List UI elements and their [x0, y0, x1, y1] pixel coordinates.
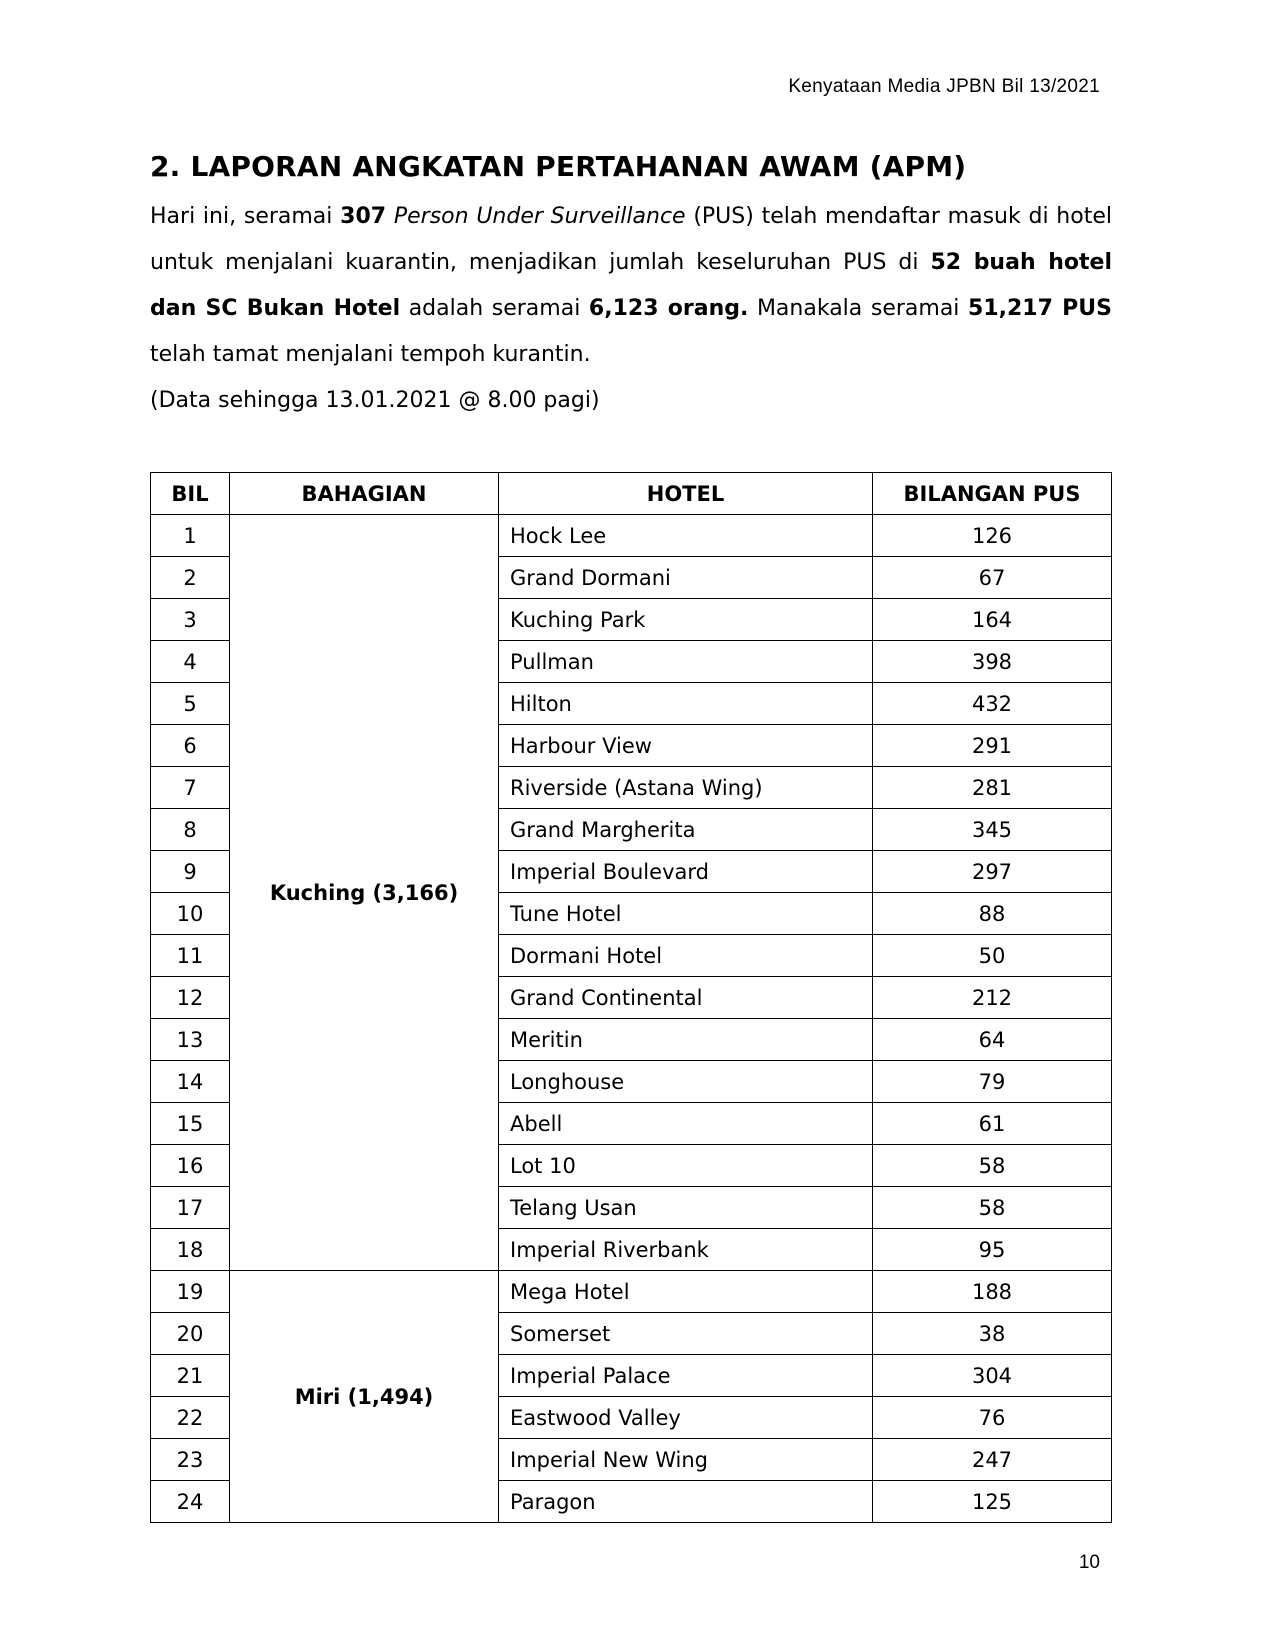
pus-table — [150, 472, 1112, 1523]
cell-pus: 125 — [873, 1481, 1112, 1523]
intro-bold-new-pus: 307 — [340, 204, 387, 229]
cell-pus: 67 — [873, 557, 1112, 599]
cell-pus: 64 — [873, 1019, 1112, 1061]
cell-bahagian: Kuching (3,166) — [230, 515, 499, 1271]
cell-bil: 21 — [151, 1355, 230, 1397]
cell-bil: 2 — [151, 557, 230, 599]
cell-pus: 58 — [873, 1145, 1112, 1187]
cell-hotel: Grand Margherita — [499, 809, 873, 851]
cell-pus: 76 — [873, 1397, 1112, 1439]
cell-pus: 95 — [873, 1229, 1112, 1271]
cell-hotel: Dormani Hotel — [499, 935, 873, 977]
intro-text: adalah seramai — [400, 296, 589, 321]
cell-bil: 3 — [151, 599, 230, 641]
cell-bahagian: Miri (1,494) — [230, 1271, 499, 1523]
intro-bold-hotel-count: 52 buah hotel dan SC Bukan Hotel — [150, 250, 1112, 321]
intro-italic-term: Person Under Surveillance — [393, 204, 686, 229]
table-body — [151, 515, 1112, 1523]
cell-bil: 10 — [151, 893, 230, 935]
cell-pus: 61 — [873, 1103, 1112, 1145]
cell-hotel: Eastwood Valley — [499, 1397, 873, 1439]
cell-pus: 432 — [873, 683, 1112, 725]
intro-text: Hari ini, seramai — [150, 204, 341, 229]
cell-pus: 164 — [873, 599, 1112, 641]
cell-pus: 281 — [873, 767, 1112, 809]
intro-bold-total-pus: 6,123 orang. — [588, 296, 749, 321]
cell-hotel: Somerset — [499, 1313, 873, 1355]
cell-hotel: Harbour View — [499, 725, 873, 767]
intro-paragraph — [150, 194, 1112, 378]
cell-bil: 15 — [151, 1103, 230, 1145]
intro-bold-completed-pus: 51,217 PUS — [968, 296, 1113, 321]
cell-bil: 20 — [151, 1313, 230, 1355]
header-bil: BIL — [151, 473, 230, 515]
cell-bil: 16 — [151, 1145, 230, 1187]
section-title: 2. LAPORAN ANGKATAN PERTAHANAN AWAM (APM) — [150, 150, 967, 183]
cell-hotel: Abell — [499, 1103, 873, 1145]
running-header: Kenyataan Media JPBN Bil 13/2021 — [788, 76, 1100, 97]
cell-pus: 50 — [873, 935, 1112, 977]
cell-pus: 38 — [873, 1313, 1112, 1355]
cell-bil: 8 — [151, 809, 230, 851]
cell-hotel: Imperial New Wing — [499, 1439, 873, 1481]
cell-bil: 6 — [151, 725, 230, 767]
page-number: 10 — [1078, 1552, 1100, 1573]
cell-pus: 126 — [873, 515, 1112, 557]
header-pus: BILANGAN PUS — [873, 473, 1112, 515]
cell-pus: 291 — [873, 725, 1112, 767]
cell-bil: 14 — [151, 1061, 230, 1103]
cell-hotel: Grand Continental — [499, 977, 873, 1019]
cell-bil: 4 — [151, 641, 230, 683]
header-bahagian: BAHAGIAN — [230, 473, 499, 515]
cell-hotel: Imperial Boulevard — [499, 851, 873, 893]
intro-text: Manakala seramai — [748, 296, 969, 321]
cell-hotel: Imperial Palace — [499, 1355, 873, 1397]
cell-pus: 304 — [873, 1355, 1112, 1397]
cell-bil: 7 — [151, 767, 230, 809]
cell-pus: 212 — [873, 977, 1112, 1019]
cell-bil: 11 — [151, 935, 230, 977]
table-row — [151, 1271, 1112, 1313]
cell-bil: 24 — [151, 1481, 230, 1523]
intro-text — [386, 204, 394, 229]
data-note: (Data sehingga 13.01.2021 @ 8.00 pagi) — [150, 388, 600, 413]
cell-bil: 13 — [151, 1019, 230, 1061]
table-row — [151, 515, 1112, 557]
cell-hotel: Hock Lee — [499, 515, 873, 557]
cell-bil: 9 — [151, 851, 230, 893]
cell-pus: 297 — [873, 851, 1112, 893]
cell-bil: 17 — [151, 1187, 230, 1229]
cell-bil: 5 — [151, 683, 230, 725]
table-header-row — [151, 473, 1112, 515]
cell-pus: 58 — [873, 1187, 1112, 1229]
cell-hotel: Riverside (Astana Wing) — [499, 767, 873, 809]
cell-bil: 19 — [151, 1271, 230, 1313]
cell-hotel: Mega Hotel — [499, 1271, 873, 1313]
cell-hotel: Paragon — [499, 1481, 873, 1523]
cell-pus: 79 — [873, 1061, 1112, 1103]
cell-hotel: Lot 10 — [499, 1145, 873, 1187]
cell-pus: 345 — [873, 809, 1112, 851]
cell-pus: 188 — [873, 1271, 1112, 1313]
cell-hotel: Longhouse — [499, 1061, 873, 1103]
header-hotel: HOTEL — [499, 473, 873, 515]
cell-hotel: Telang Usan — [499, 1187, 873, 1229]
cell-hotel: Imperial Riverbank — [499, 1229, 873, 1271]
cell-bil: 18 — [151, 1229, 230, 1271]
cell-bil: 1 — [151, 515, 230, 557]
cell-hotel: Hilton — [499, 683, 873, 725]
cell-pus: 247 — [873, 1439, 1112, 1481]
cell-hotel: Kuching Park — [499, 599, 873, 641]
intro-text: telah tamat menjalani tempoh kurantin. — [150, 342, 591, 367]
cell-pus: 88 — [873, 893, 1112, 935]
cell-hotel: Meritin — [499, 1019, 873, 1061]
cell-hotel: Grand Dormani — [499, 557, 873, 599]
cell-hotel: Pullman — [499, 641, 873, 683]
cell-bil: 12 — [151, 977, 230, 1019]
intro-text: (PUS) telah mendaftar masuk di hotel untuk menjalani kuarantin, menjadikan jumlah keseluruhan PUS di — [150, 204, 1112, 275]
cell-hotel: Tune Hotel — [499, 893, 873, 935]
cell-bil: 22 — [151, 1397, 230, 1439]
cell-pus: 398 — [873, 641, 1112, 683]
cell-bil: 23 — [151, 1439, 230, 1481]
